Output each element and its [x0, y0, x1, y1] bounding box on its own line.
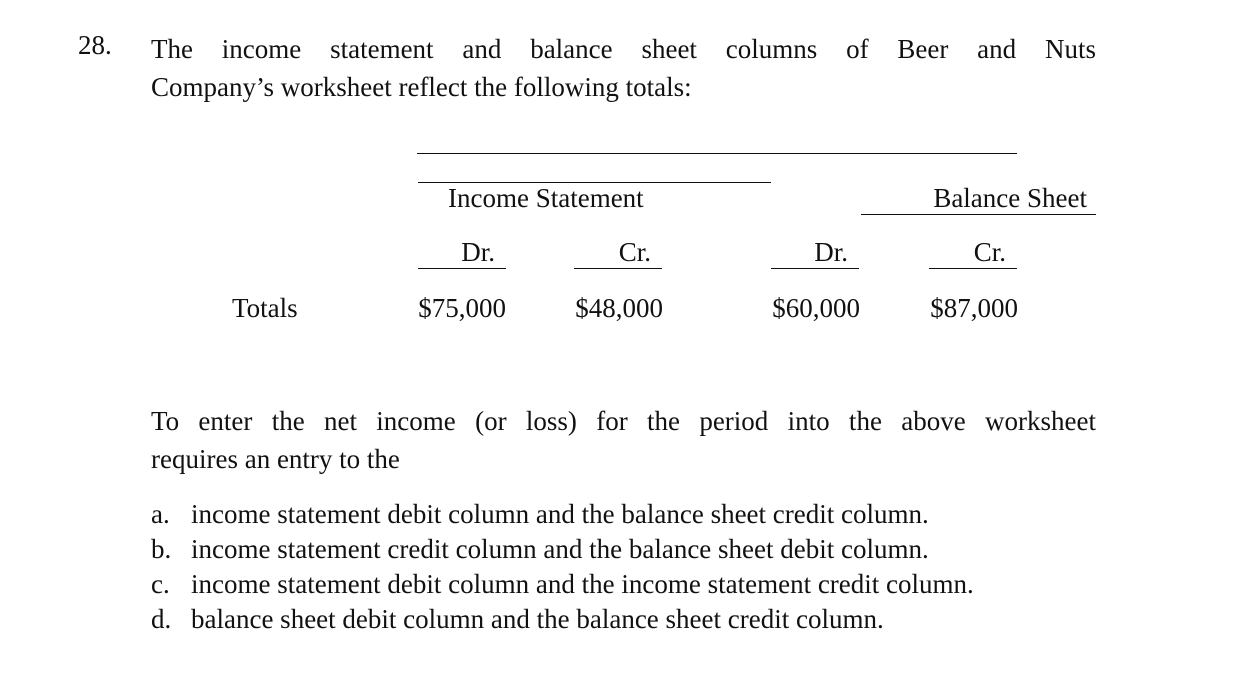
answer-choice-c [151, 567, 974, 602]
balance-sheet-header-label: Balance Sheet [933, 183, 1087, 213]
choice-text: balance sheet debit column and the balance sheet credit column. [191, 604, 884, 634]
balance-sheet-debit-heading [771, 236, 859, 269]
total-balance-sheet-debit: $60,000 [772, 293, 860, 323]
choice-letter: a. [151, 499, 170, 529]
choice-letter: b. [151, 534, 172, 564]
income-statement-header [418, 182, 771, 213]
column-label: Cr. [618, 237, 651, 267]
choice-letter: d. [151, 604, 172, 634]
prompt-line-1: To enter the net income (or loss) for the period into the above worksheet [151, 406, 1096, 436]
income-statement-credit-heading [574, 236, 662, 269]
question-intro-line-1: The income statement and balance sheet columns of Beer and Nuts [151, 34, 1096, 64]
totals-row-label: Totals [232, 293, 298, 323]
prompt-line-2: requires an entry to the [151, 444, 400, 474]
choice-text: income statement debit column and the balance sheet credit column. [191, 499, 929, 529]
choice-letter: c. [151, 569, 170, 599]
column-label: Cr. [973, 237, 1006, 267]
worksheet-top-rule [417, 153, 1017, 154]
answer-choice-d [151, 602, 884, 637]
question-number: 28. [78, 30, 112, 60]
column-label: Dr. [461, 237, 495, 267]
total-balance-sheet-credit: $87,000 [930, 293, 1018, 323]
answer-choice-b [151, 532, 929, 567]
total-income-statement-credit: $48,000 [575, 293, 663, 323]
choice-text: income statement debit column and the income statement credit column. [191, 569, 974, 599]
income-statement-debit-heading [418, 236, 506, 269]
answer-choice-a [151, 497, 929, 532]
balance-sheet-header [861, 182, 1096, 215]
total-income-statement-debit: $75,000 [418, 293, 506, 323]
question-intro-line-2: Company’s worksheet reflect the following totals: [151, 72, 692, 102]
choice-text: income statement credit column and the balance sheet debit column. [191, 534, 929, 564]
income-statement-header-label: Income Statement [448, 183, 644, 213]
column-label: Dr. [814, 237, 848, 267]
balance-sheet-credit-heading [929, 236, 1017, 269]
